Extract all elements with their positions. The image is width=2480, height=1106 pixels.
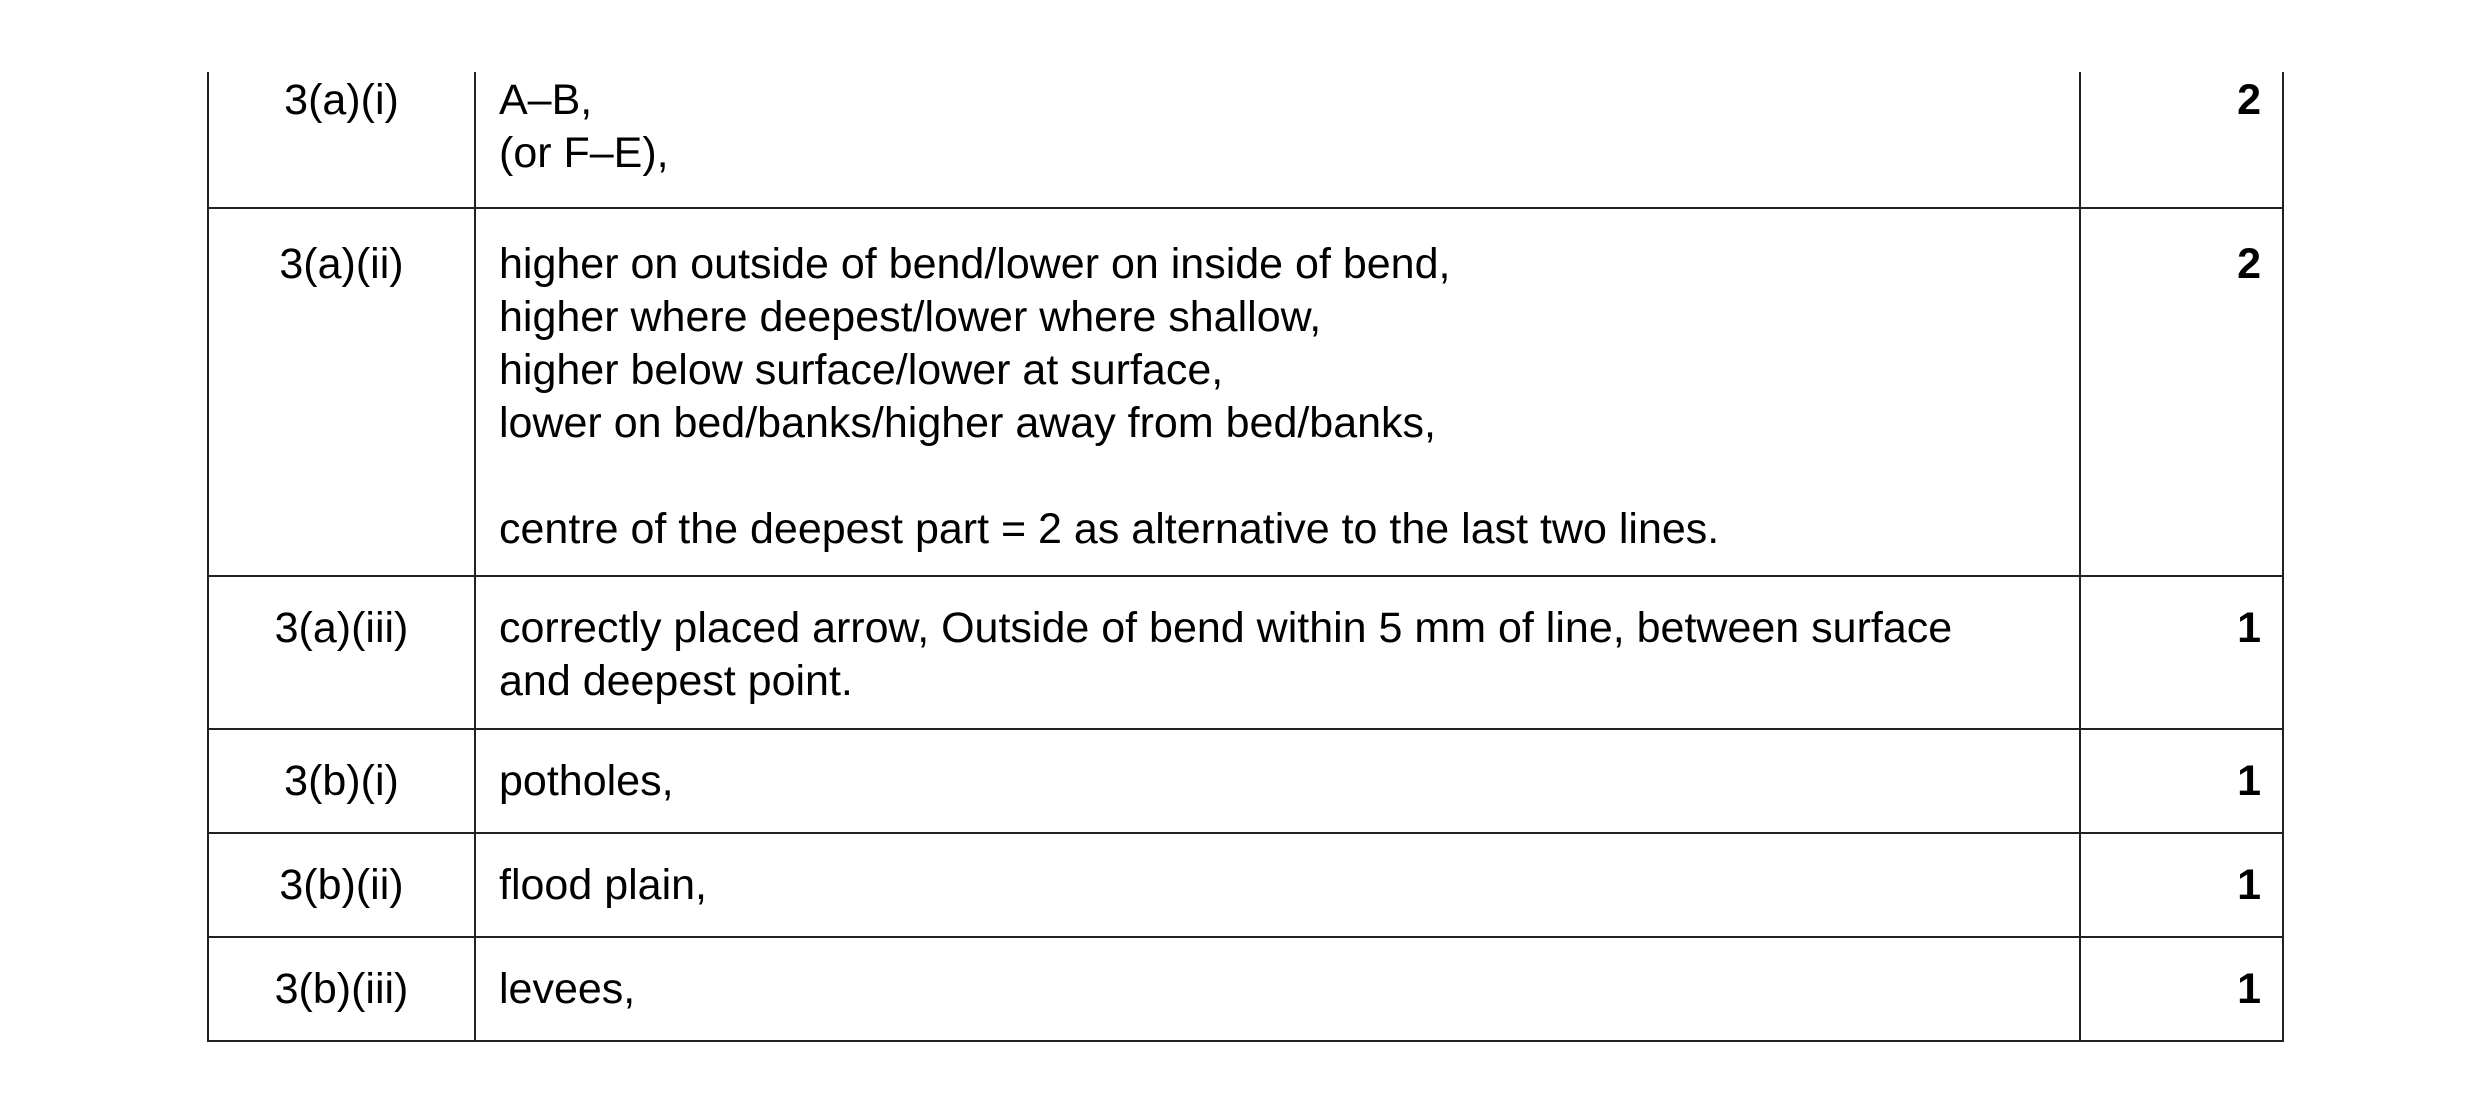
answer-line: higher on outside of bend/lower on inside of bend, <box>499 240 1451 288</box>
question-number-cell: 3(a)(ii) <box>208 208 475 576</box>
answer-line: (or F–E), <box>499 129 669 177</box>
answer-line: higher below surface/lower at surface, <box>499 346 1224 394</box>
question-number-cell: 3(b)(ii) <box>208 833 475 937</box>
marks-cell: 2 <box>2080 208 2283 576</box>
answer-cell <box>475 937 2080 1041</box>
answer-line: correctly placed arrow, Outside of bend within 5 mm of line, between surface <box>499 604 1953 652</box>
question-number-cell: 3(a)(iii) <box>208 576 475 729</box>
mark-scheme-table <box>207 72 2284 1042</box>
marks-cell: 1 <box>2080 576 2283 729</box>
answer-cell <box>475 729 2080 833</box>
marks-cell: 2 <box>2080 72 2283 208</box>
answer-line: lower on bed/banks/higher away from bed/banks, <box>499 399 1436 447</box>
question-number-cell: 3(a)(i) <box>208 72 475 208</box>
question-number-cell: 3(b)(iii) <box>208 937 475 1041</box>
marks-cell: 1 <box>2080 833 2283 937</box>
answer-line: and deepest point. <box>499 657 853 705</box>
answer-line: A–B, <box>499 76 593 124</box>
table-row <box>208 208 2283 576</box>
answer-line: higher where deepest/lower where shallow, <box>499 293 1322 341</box>
answer-line: flood plain, <box>499 861 707 909</box>
answer-cell <box>475 833 2080 937</box>
table-row <box>208 833 2283 937</box>
question-number-cell: 3(b)(i) <box>208 729 475 833</box>
answer-cell <box>475 576 2080 729</box>
answer-cell <box>475 72 2080 208</box>
answer-line: levees, <box>499 965 636 1013</box>
marks-cell: 1 <box>2080 729 2283 833</box>
answer-note: centre of the deepest part = 2 as alternative to the last two lines. <box>499 505 1720 553</box>
table-row <box>208 729 2283 833</box>
answer-line: potholes, <box>499 757 674 805</box>
answer-cell <box>475 208 2080 576</box>
marks-cell: 1 <box>2080 937 2283 1041</box>
table-row <box>208 72 2283 208</box>
line-gap <box>499 450 2059 503</box>
table-row <box>208 576 2283 729</box>
table-row <box>208 937 2283 1041</box>
